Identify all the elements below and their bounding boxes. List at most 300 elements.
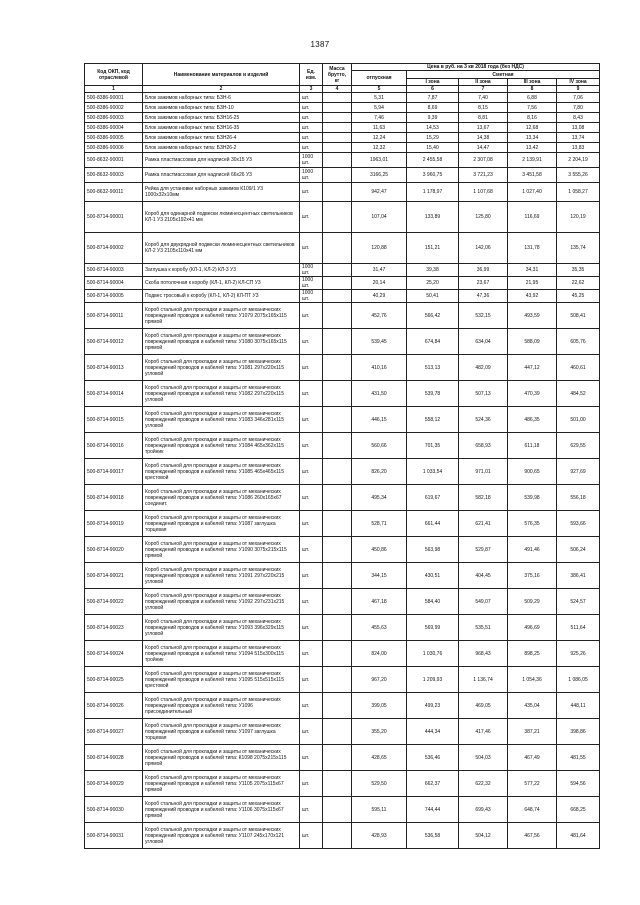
table-row [85, 459, 600, 485]
cell-mass [323, 233, 352, 264]
cell-zone-4-price: 7,06 [557, 93, 600, 103]
cell-code: 500-8714-90016 [85, 433, 143, 459]
cell-unit: шт. [300, 537, 323, 563]
cell-release-price: 560,66 [352, 433, 407, 459]
cell-code: 500-8714-90022 [85, 589, 143, 615]
cell-zone-2-price: 125,80 [459, 202, 508, 233]
cell-release-price: 12,24 [352, 133, 407, 143]
cell-release-price: 826,20 [352, 459, 407, 485]
cell-mass [323, 103, 352, 113]
cell-mass [323, 485, 352, 511]
cell-mass [323, 93, 352, 103]
cell-name: Рамка пластмассовая для надписей 30х15 У3 [143, 153, 300, 168]
cell-release-price: 40,29 [352, 290, 407, 303]
cell-name: Короб стальной для прокладки и защиты от механических повреждений проводов и кабелей типа: У1086 260х165х67 соединит. [143, 485, 300, 511]
cell-unit: 1000 шт. [300, 264, 323, 277]
cell-zone-2-price: 532,15 [459, 303, 508, 329]
cell-zone-4-price: 460,61 [557, 355, 600, 381]
cell-mass [323, 745, 352, 771]
cell-zone-2-price: 582,18 [459, 485, 508, 511]
column-index: 3 [300, 86, 323, 93]
cell-zone-2-price: 658,93 [459, 433, 508, 459]
cell-unit: шт. [300, 123, 323, 133]
cell-name: Короб стальной для прокладки и защиты от механических повреждений проводов и кабелей типа: У1106 3075х115х67 прямой [143, 797, 300, 823]
cell-zone-4-price: 120,19 [557, 202, 600, 233]
cell-zone-1-price: 151,21 [407, 233, 459, 264]
cell-zone-4-price: 386,41 [557, 563, 600, 589]
cell-name: Короб стальной для прокладки и защиты от механических повреждений проводов и кабелей типа: У1085 465х465х115 крестовой [143, 459, 300, 485]
column-index: 4 [323, 86, 352, 93]
cell-unit: шт. [300, 113, 323, 123]
column-index: 8 [508, 86, 557, 93]
cell-unit: шт. [300, 563, 323, 589]
cell-zone-1-price: 569,99 [407, 615, 459, 641]
cell-zone-1-price: 15,40 [407, 143, 459, 153]
cell-zone-3-price: 116,69 [508, 202, 557, 233]
cell-zone-4-price: 13,83 [557, 143, 600, 153]
cell-mass [323, 459, 352, 485]
cell-zone-2-price: 971,01 [459, 459, 508, 485]
cell-mass [323, 355, 352, 381]
cell-unit: шт. [300, 459, 323, 485]
header-zone-3: III зона [508, 79, 557, 86]
table-row [85, 202, 600, 233]
cell-zone-2-price: 7,40 [459, 93, 508, 103]
header-price-title: Цена в руб. на 3 кв 2018 года (без НДС) [352, 64, 600, 71]
table-row [85, 745, 600, 771]
cell-zone-3-price: 13,42 [508, 143, 557, 153]
table-row [85, 143, 600, 153]
cell-zone-3-price: 496,69 [508, 615, 557, 641]
cell-mass [323, 113, 352, 123]
cell-zone-2-price: 621,41 [459, 511, 508, 537]
cell-zone-4-price: 927,69 [557, 459, 600, 485]
cell-unit: шт. [300, 745, 323, 771]
header-name: Наименование материалов и изделий [143, 64, 300, 86]
cell-code: 500-8386-90004 [85, 123, 143, 133]
cell-zone-4-price: 45,25 [557, 290, 600, 303]
cell-release-price: 12,32 [352, 143, 407, 153]
cell-zone-3-price: 467,49 [508, 745, 557, 771]
cell-zone-4-price: 35,35 [557, 264, 600, 277]
cell-mass [323, 277, 352, 290]
cell-zone-3-price: 3 451,58 [508, 168, 557, 183]
cell-unit: 1000 шт. [300, 168, 323, 183]
cell-zone-3-price: 900,65 [508, 459, 557, 485]
cell-zone-3-price: 539,98 [508, 485, 557, 511]
cell-release-price: 455,63 [352, 615, 407, 641]
cell-zone-3-price: 611,18 [508, 433, 557, 459]
cell-mass [323, 719, 352, 745]
table-row [85, 355, 600, 381]
cell-zone-3-price: 898,25 [508, 641, 557, 667]
cell-name: Короб стальной для прокладки и защиты от механических повреждений проводов и кабелей типа: У1105 2075х115х67 прямой [143, 771, 300, 797]
table-row [85, 693, 600, 719]
cell-code: 500-8714-90021 [85, 563, 143, 589]
cell-name: Блок зажимов наборных типа: БЗН-6 [143, 93, 300, 103]
column-index: 2 [143, 86, 300, 93]
cell-release-price: 7,46 [352, 113, 407, 123]
cell-release-price: 446,15 [352, 407, 407, 433]
cell-zone-2-price: 47,36 [459, 290, 508, 303]
cell-zone-1-price: 25,20 [407, 277, 459, 290]
cell-name: Короб стальной для прокладки и защиты от механических повреждений проводов и кабелей типа: У1084 465х362х115 тройник [143, 433, 300, 459]
column-index: 6 [407, 86, 459, 93]
cell-zone-1-price: 15,29 [407, 133, 459, 143]
cell-name: Блок зажимов наборных типа: БЗН16-25 [143, 113, 300, 123]
cell-code: 500-8714-90019 [85, 511, 143, 537]
cell-zone-3-price: 7,56 [508, 103, 557, 113]
cell-zone-1-price: 539,78 [407, 381, 459, 407]
cell-unit: 1000 шт. [300, 153, 323, 168]
cell-zone-2-price: 968,43 [459, 641, 508, 667]
cell-zone-4-price: 594,56 [557, 771, 600, 797]
table-row [85, 103, 600, 113]
cell-name: Рейка для установки наборных зажимов К109/1 У3 1000х32х10мм [143, 183, 300, 202]
cell-code: 500-8714-90030 [85, 797, 143, 823]
cell-zone-3-price: 2 139,91 [508, 153, 557, 168]
cell-unit: шт. [300, 433, 323, 459]
cell-name: Короб стальной для прокладки и защиты от механических повреждений проводов и кабелей типа: У1107 245х170х121 угловой [143, 823, 300, 849]
cell-mass [323, 797, 352, 823]
cell-mass [323, 433, 352, 459]
cell-mass [323, 615, 352, 641]
table-row [85, 511, 600, 537]
header-code: Код ОКП, код отраслевой [85, 64, 143, 86]
cell-zone-1-price: 513,13 [407, 355, 459, 381]
cell-unit: шт. [300, 589, 323, 615]
cell-zone-3-price: 21,95 [508, 277, 557, 290]
cell-zone-1-price: 1 209,93 [407, 667, 459, 693]
cell-mass [323, 153, 352, 168]
cell-name: Короб стальной для прокладки и защиты от механических повреждений проводов и кабелей типа: У1096 присоединительный [143, 693, 300, 719]
table-row [85, 615, 600, 641]
cell-name: Короб стальной для прокладки и защиты от механических повреждений проводов и кабелей типа: У1091 297х220х215 угловой [143, 563, 300, 589]
cell-mass [323, 143, 352, 153]
cell-zone-2-price: 549,07 [459, 589, 508, 615]
cell-unit: шт. [300, 719, 323, 745]
cell-zone-2-price: 14,38 [459, 133, 508, 143]
cell-name: Короб стальной для прокладки и защиты от механических повреждений проводов и кабелей типа: У1095 515х515х115 крестовой [143, 667, 300, 693]
cell-unit: шт. [300, 641, 323, 667]
price-table [84, 63, 600, 849]
cell-zone-4-price: 22,62 [557, 277, 600, 290]
cell-zone-3-price: 387,21 [508, 719, 557, 745]
header-estimate: Сметная [407, 71, 600, 79]
cell-zone-1-price: 563,98 [407, 537, 459, 563]
table-row [85, 771, 600, 797]
cell-mass [323, 823, 352, 849]
cell-name: Заглушка к коробу (КЛ-1, КЛ-2) КЛ-3 У3 [143, 264, 300, 277]
cell-name: Короб стальной для прокладки и защиты от механических повреждений проводов и кабелей типа: У1097 заглушка торцевая [143, 719, 300, 745]
table-row [85, 303, 600, 329]
table-row [85, 264, 600, 277]
cell-zone-4-price: 481,55 [557, 745, 600, 771]
table-row [85, 823, 600, 849]
cell-zone-1-price: 50,41 [407, 290, 459, 303]
cell-name: Короб стальной для прокладки и защиты от механических повреждений проводов и кабелей типа: К1098 2075х215х115 прямой [143, 745, 300, 771]
cell-code: 500-8714-90004 [85, 277, 143, 290]
cell-zone-2-price: 469,05 [459, 693, 508, 719]
cell-unit: шт. [300, 183, 323, 202]
cell-code: 500-8714-90024 [85, 641, 143, 667]
cell-zone-2-price: 634,04 [459, 329, 508, 355]
cell-release-price: 528,71 [352, 511, 407, 537]
cell-zone-3-price: 447,12 [508, 355, 557, 381]
cell-zone-3-price: 131,78 [508, 233, 557, 264]
cell-unit: шт. [300, 407, 323, 433]
cell-zone-4-price: 13,08 [557, 123, 600, 133]
cell-unit: шт. [300, 667, 323, 693]
cell-zone-2-price: 504,03 [459, 745, 508, 771]
cell-unit: шт. [300, 143, 323, 153]
column-index: 5 [352, 86, 407, 93]
column-index: 9 [557, 86, 600, 93]
cell-mass [323, 133, 352, 143]
cell-zone-1-price: 1 030,76 [407, 641, 459, 667]
table-row [85, 485, 600, 511]
cell-unit: шт. [300, 485, 323, 511]
cell-zone-3-price: 34,31 [508, 264, 557, 277]
cell-name: Короб для одинарной подвески люминесцентных светильников КЛ-1 У3 2105х192х41 мм [143, 202, 300, 233]
cell-zone-3-price: 576,35 [508, 511, 557, 537]
cell-code: 500-8714-90002 [85, 233, 143, 264]
cell-zone-2-price: 23,67 [459, 277, 508, 290]
cell-zone-3-price: 470,39 [508, 381, 557, 407]
cell-zone-2-price: 8,81 [459, 113, 508, 123]
cell-zone-2-price: 13,67 [459, 123, 508, 133]
table-row [85, 329, 600, 355]
cell-name: Рамка пластмассовая для надписей 66х26 У3 [143, 168, 300, 183]
cell-release-price: 410,16 [352, 355, 407, 381]
cell-zone-4-price: 13,74 [557, 133, 600, 143]
cell-name: Короб стальной для прокладки и защиты от механических повреждений проводов и кабелей типа: У1090 3075х215х115 прямой [143, 537, 300, 563]
cell-zone-2-price: 622,32 [459, 771, 508, 797]
cell-zone-3-price: 467,56 [508, 823, 557, 849]
header-release: отпускная [352, 71, 407, 86]
cell-release-price: 355,20 [352, 719, 407, 745]
cell-zone-2-price: 482,09 [459, 355, 508, 381]
cell-release-price: 107,04 [352, 202, 407, 233]
cell-zone-4-price: 448,11 [557, 693, 600, 719]
cell-zone-4-price: 629,55 [557, 433, 600, 459]
cell-code: 500-8714-90015 [85, 407, 143, 433]
cell-mass [323, 303, 352, 329]
table-row [85, 407, 600, 433]
cell-unit: шт. [300, 797, 323, 823]
cell-release-price: 399,05 [352, 693, 407, 719]
cell-zone-3-price: 491,46 [508, 537, 557, 563]
cell-zone-4-price: 524,57 [557, 589, 600, 615]
cell-zone-4-price: 1 058,27 [557, 183, 600, 202]
cell-zone-1-price: 9,39 [407, 113, 459, 123]
cell-unit: шт. [300, 233, 323, 264]
cell-mass [323, 290, 352, 303]
cell-mass [323, 537, 352, 563]
cell-code: 500-8632-90003 [85, 168, 143, 183]
cell-zone-3-price: 486,35 [508, 407, 557, 433]
cell-unit: 1000 шт. [300, 277, 323, 290]
cell-mass [323, 771, 352, 797]
table-row [85, 233, 600, 264]
cell-zone-2-price: 8,15 [459, 103, 508, 113]
cell-release-price: 824,00 [352, 641, 407, 667]
cell-code: 500-8714-90003 [85, 264, 143, 277]
cell-zone-1-price: 558,12 [407, 407, 459, 433]
cell-zone-2-price: 14,47 [459, 143, 508, 153]
table-row [85, 183, 600, 202]
cell-zone-2-price: 535,51 [459, 615, 508, 641]
cell-zone-4-price: 3 555,26 [557, 168, 600, 183]
cell-name: Короб стальной для прокладки и защиты от механических повреждений проводов и кабелей типа: У1092 297х231х215 угловой [143, 589, 300, 615]
cell-release-price: 539,45 [352, 329, 407, 355]
cell-name: Короб стальной для прокладки и защиты от механических повреждений проводов и кабелей типа: У1083 346х281х115 угловой [143, 407, 300, 433]
header-mass: Масса брутто, кг [323, 64, 352, 86]
cell-unit: шт. [300, 202, 323, 233]
cell-zone-2-price: 417,46 [459, 719, 508, 745]
header-unit: Ед. изм. [300, 64, 323, 86]
cell-zone-4-price: 511,64 [557, 615, 600, 641]
cell-zone-3-price: 13,34 [508, 133, 557, 143]
cell-name: Короб стальной для прокладки и защиты от механических повреждений проводов и кабелей типа: У1080 3075х165х115 прямой [143, 329, 300, 355]
header-zone-4: IV зона [557, 79, 600, 86]
cell-unit: шт. [300, 615, 323, 641]
cell-zone-3-price: 375,16 [508, 563, 557, 589]
table-row [85, 277, 600, 290]
cell-zone-4-price: 593,66 [557, 511, 600, 537]
cell-code: 500-8386-90001 [85, 93, 143, 103]
cell-zone-1-price: 1 033,54 [407, 459, 459, 485]
cell-name: Блок зажимов наборных типа: БЗН16-35 [143, 123, 300, 133]
cell-code: 500-8632-90001 [85, 153, 143, 168]
cell-release-price: 428,65 [352, 745, 407, 771]
cell-release-price: 529,50 [352, 771, 407, 797]
cell-code: 500-8714-90005 [85, 290, 143, 303]
cell-name: Короб стальной для прокладки и защиты от механических повреждений проводов и кабелей типа: У1081 297х220х115 угловой [143, 355, 300, 381]
table-row [85, 381, 600, 407]
cell-unit: шт. [300, 93, 323, 103]
cell-zone-1-price: 430,51 [407, 563, 459, 589]
cell-zone-4-price: 508,41 [557, 303, 600, 329]
cell-name: Блок зажимов наборных типа: БЗН-10 [143, 103, 300, 113]
cell-release-price: 428,93 [352, 823, 407, 849]
cell-name: Подвес тросовый к коробу (КЛ-1, КЛ-2) КЛ-ПТ У3 [143, 290, 300, 303]
cell-zone-4-price: 501,00 [557, 407, 600, 433]
table-row [85, 537, 600, 563]
cell-unit: шт. [300, 381, 323, 407]
table-row [85, 797, 600, 823]
cell-unit: шт. [300, 355, 323, 381]
cell-unit: шт. [300, 103, 323, 113]
cell-zone-1-price: 444,34 [407, 719, 459, 745]
cell-unit: шт. [300, 133, 323, 143]
cell-zone-1-price: 133,89 [407, 202, 459, 233]
cell-code: 500-8714-90026 [85, 693, 143, 719]
cell-zone-4-price: 8,43 [557, 113, 600, 123]
cell-name: Короб для двукрядной подвески люминесцентных светильников КЛ-2 У3 2105х110х41 мм [143, 233, 300, 264]
cell-zone-3-price: 43,92 [508, 290, 557, 303]
cell-zone-2-price: 504,12 [459, 823, 508, 849]
cell-release-price: 967,20 [352, 667, 407, 693]
table-row [85, 589, 600, 615]
cell-zone-1-price: 8,69 [407, 103, 459, 113]
table-row [85, 93, 600, 103]
column-index-row [85, 86, 600, 93]
cell-code: 500-8714-90013 [85, 355, 143, 381]
cell-zone-2-price: 3 721,23 [459, 168, 508, 183]
table-row [85, 113, 600, 123]
cell-name: Короб стальной для прокладки и защиты от механических повреждений проводов и кабелей типа: У1082 297х220х115 угловой [143, 381, 300, 407]
cell-zone-3-price: 493,59 [508, 303, 557, 329]
table-row [85, 290, 600, 303]
cell-release-price: 3166,25 [352, 168, 407, 183]
table-row [85, 133, 600, 143]
cell-release-price: 1963,01 [352, 153, 407, 168]
cell-zone-1-price: 14,53 [407, 123, 459, 133]
cell-unit: шт. [300, 771, 323, 797]
cell-name: Блок зажимов наборных типа: БЗН26-4 [143, 133, 300, 143]
cell-code: 500-8714-90023 [85, 615, 143, 641]
cell-code: 500-8714-90017 [85, 459, 143, 485]
cell-zone-4-price: 605,76 [557, 329, 600, 355]
cell-zone-4-price: 668,25 [557, 797, 600, 823]
cell-mass [323, 329, 352, 355]
cell-zone-3-price: 577,22 [508, 771, 557, 797]
cell-name: Блок зажимов наборных типа: БЗН26-2 [143, 143, 300, 153]
cell-mass [323, 511, 352, 537]
cell-release-price: 450,86 [352, 537, 407, 563]
cell-code: 500-8714-90011 [85, 303, 143, 329]
cell-code: 500-8714-90028 [85, 745, 143, 771]
cell-zone-4-price: 556,18 [557, 485, 600, 511]
cell-zone-1-price: 7,87 [407, 93, 459, 103]
cell-release-price: 31,47 [352, 264, 407, 277]
cell-zone-1-price: 536,46 [407, 745, 459, 771]
cell-code: 500-8714-90031 [85, 823, 143, 849]
cell-zone-3-price: 509,29 [508, 589, 557, 615]
column-index: 1 [85, 86, 143, 93]
cell-release-price: 11,63 [352, 123, 407, 133]
cell-zone-2-price: 2 307,08 [459, 153, 508, 168]
cell-mass [323, 202, 352, 233]
cell-mass [323, 264, 352, 277]
cell-mass [323, 168, 352, 183]
cell-zone-2-price: 699,43 [459, 797, 508, 823]
cell-code: 500-8386-90006 [85, 143, 143, 153]
cell-zone-4-price: 398,86 [557, 719, 600, 745]
cell-zone-1-price: 584,40 [407, 589, 459, 615]
cell-name: Короб стальной для прокладки и защиты от механических повреждений проводов и кабелей типа: У1094 515х300х115 тройник [143, 641, 300, 667]
table-header [85, 64, 600, 93]
cell-zone-1-price: 1 178,97 [407, 183, 459, 202]
cell-unit: шт. [300, 303, 323, 329]
cell-zone-4-price: 135,74 [557, 233, 600, 264]
cell-release-price: 495,34 [352, 485, 407, 511]
cell-unit: шт. [300, 823, 323, 849]
cell-zone-1-price: 701,35 [407, 433, 459, 459]
cell-zone-1-price: 674,84 [407, 329, 459, 355]
cell-code: 500-8386-90005 [85, 133, 143, 143]
cell-unit: шт. [300, 329, 323, 355]
table-row [85, 667, 600, 693]
cell-unit: 1000 шт. [300, 290, 323, 303]
cell-zone-4-price: 506,24 [557, 537, 600, 563]
cell-code: 500-8386-90002 [85, 103, 143, 113]
cell-release-price: 5,31 [352, 93, 407, 103]
cell-release-price: 344,15 [352, 563, 407, 589]
table-row [85, 563, 600, 589]
cell-zone-2-price: 507,13 [459, 381, 508, 407]
